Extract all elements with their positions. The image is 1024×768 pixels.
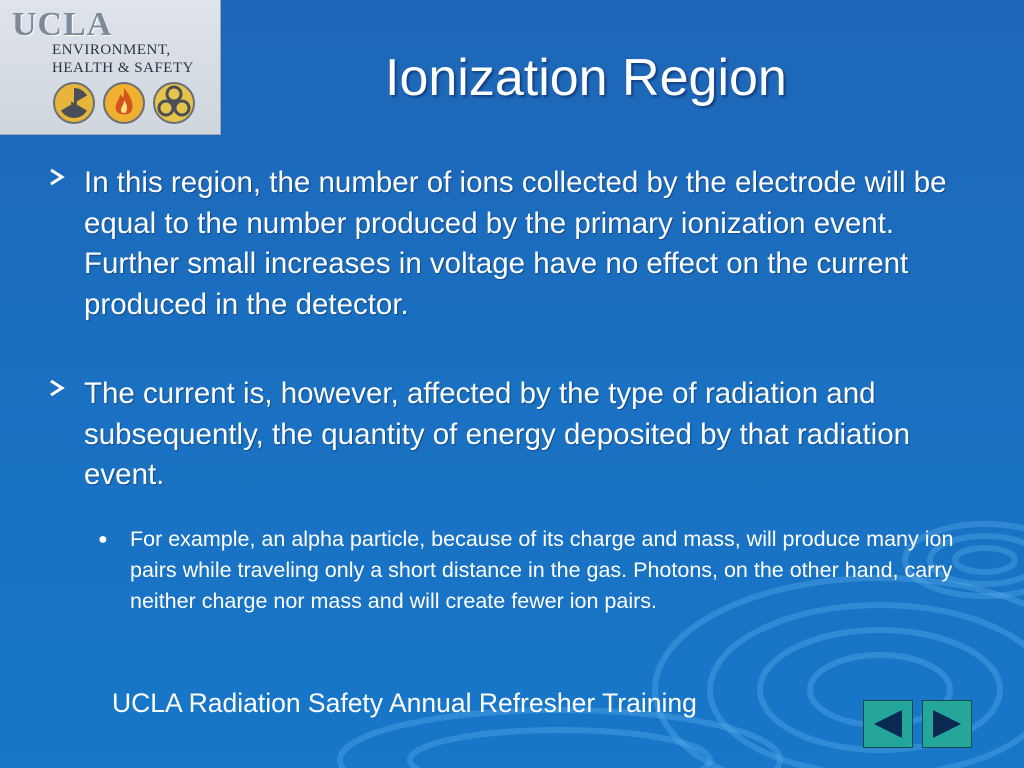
slide-title: Ionization Region: [385, 49, 787, 107]
arrow-right-icon: [929, 708, 965, 740]
ucla-ehs-logo: [0, 0, 221, 135]
bullet-item: [48, 374, 978, 496]
next-slide-button[interactable]: [922, 700, 972, 748]
fire-icon: [104, 83, 144, 123]
bullet-item: [48, 163, 978, 325]
arrow-left-icon: [870, 708, 906, 740]
logo-line-1: ENVIRONMENT,: [52, 42, 171, 58]
radiation-icon: [54, 83, 94, 123]
arrow-bullet-icon: [48, 163, 84, 192]
bullet-text: In this region, the number of ions collected by the electrode will be equal to the number produced by the primary ionization event. Further small increases in voltage have no effect on the current produced in the detector.: [84, 166, 947, 321]
previous-slide-button[interactable]: [863, 700, 913, 748]
logo-line-2: HEALTH & SAFETY: [52, 60, 194, 76]
logo-hazard-icons: [50, 80, 200, 126]
biohazard-icon: [154, 83, 194, 123]
slide-footer: UCLA Radiation Safety Annual Refresher Training: [112, 688, 697, 718]
dot-bullet-icon: ●: [98, 531, 108, 548]
sub-bullet-item: [96, 524, 976, 617]
arrow-bullet-icon: [48, 374, 84, 403]
sub-bullet-text: For example, an alpha particle, because of its charge and mass, will produce many ion pairs while traveling only a short distance in the gas. Photons, on the other hand, carry neither charge nor mass and will create fewer ion pairs.: [130, 527, 954, 613]
logo-brand: UCLA: [12, 6, 113, 43]
bullet-text: The current is, however, affected by the type of radiation and subsequently, the quantity of energy deposited by that radiation event.: [84, 377, 911, 491]
